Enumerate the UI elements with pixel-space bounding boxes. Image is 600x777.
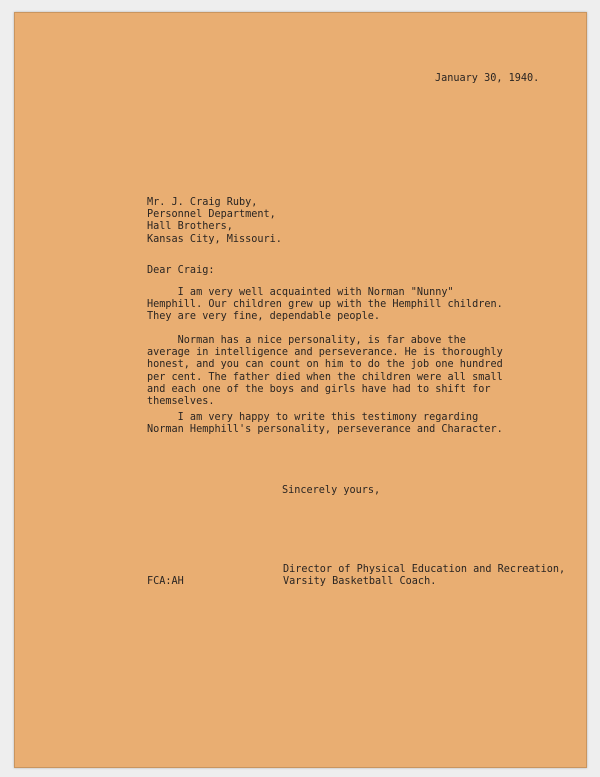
body-line: I am very well acquainted with Norman "Nunny" [147, 287, 454, 298]
body-line: per cent. The father died when the children were all small [147, 371, 503, 383]
letter-date: January 30, 1940. [435, 73, 540, 84]
recipient-line: Personnel Department, [147, 209, 276, 221]
recipient-address [147, 197, 282, 246]
body-line: average in intelligence and perseverance. He is thoroughly [147, 347, 503, 359]
recipient-line: Hall Brothers, [147, 221, 233, 233]
signature-line: Director of Physical Education and Recreation, [283, 564, 566, 575]
body-line: Norman Hemphill's personality, perseverance and Character. [147, 424, 503, 436]
body-line: I am very happy to write this testimony regarding [147, 412, 479, 423]
signature-line: Varsity Basketball Coach. [283, 576, 437, 588]
initials: FCA:AH [147, 576, 184, 587]
recipient-line: Kansas City, Missouri. [147, 233, 282, 245]
body-paragraph-2 [147, 335, 503, 408]
salutation: Dear Craig: [147, 265, 215, 276]
body-line: They are very fine, dependable people. [147, 311, 381, 323]
closing: Sincerely yours, [282, 485, 381, 496]
letter-page [14, 12, 587, 768]
body-line: Hemphill. Our children grew up with the Hemphill children. [147, 299, 503, 311]
body-line: Norman has a nice personality, is far above the [147, 335, 466, 346]
signature-title [283, 564, 565, 588]
body-line: themselves. [147, 395, 215, 407]
body-line: and each one of the boys and girls have had to shift for [147, 383, 491, 395]
body-line: honest, and you can count on him to do the job one hundred [147, 359, 503, 371]
body-paragraph-3 [147, 412, 503, 436]
body-paragraph-1 [147, 287, 503, 324]
recipient-line: Mr. J. Craig Ruby, [147, 197, 258, 208]
